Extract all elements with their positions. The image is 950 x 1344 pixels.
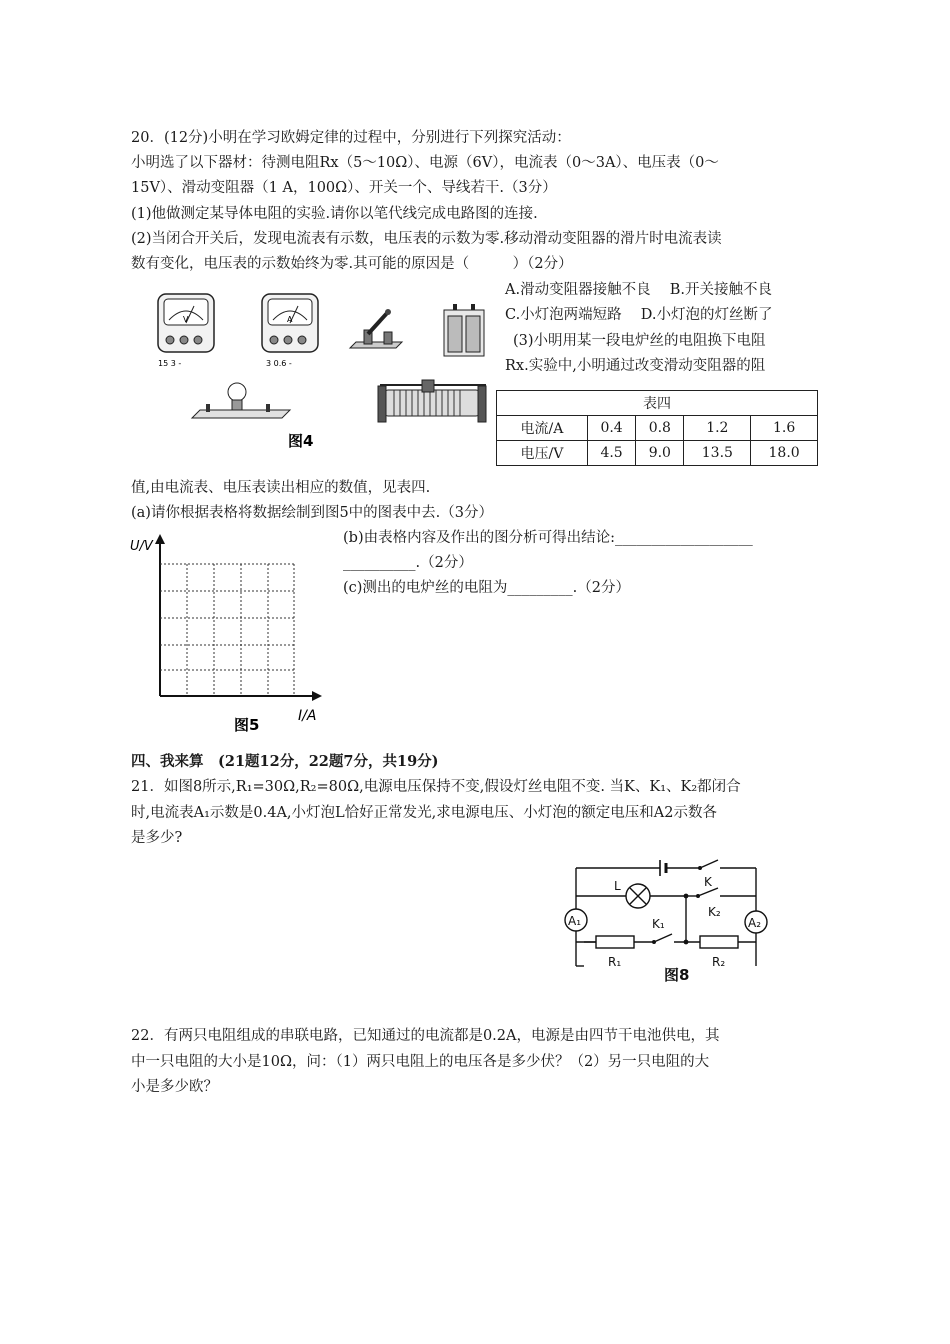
q20-part-c: (c)测出的电炉丝的电阻为_________.（2分） (343, 580, 631, 596)
table-row (497, 416, 818, 441)
row-label: 电流/A (497, 416, 588, 441)
table-4 (496, 390, 818, 466)
row-label: 电压/V (497, 441, 588, 466)
x-axis-label: I/A (298, 708, 317, 724)
voltmeter-letter: V (183, 315, 189, 324)
resistor-r2-label: R₂ (712, 955, 726, 969)
voltmeter-drawing (158, 294, 214, 368)
figure-8-circuit (560, 848, 780, 988)
q20-line3: 15V）、滑动变阻器（1 A，100Ω）、开关一个、导线若干.（3分） (131, 180, 557, 196)
resistor-r1-label: R₁ (608, 955, 622, 969)
table-cell: 0.8 (636, 416, 684, 441)
q20-part3-line1: (3)小明用某一段电炉丝的电阻换下电阻 (513, 333, 766, 349)
q22-line1: 22．有两只电阻组成的串联电路，已知通过的电流都是0.2A，电源是由四节干电池供电，其 (131, 1028, 720, 1044)
q20-options-ab: A.滑动变阻器接触不良 B.开关接触不良 (505, 282, 772, 298)
figure-4-label: 图4 (288, 432, 314, 450)
rheostat-drawing (378, 380, 486, 422)
figure-8-label: 图8 (664, 966, 690, 984)
table-cell: 9.0 (636, 441, 684, 466)
section-4-heading: 四、我来算 (21题12分，22题7分，共19分) (131, 753, 439, 770)
y-axis-arrow (155, 534, 165, 544)
grid-lines (160, 564, 294, 696)
battery-drawing (444, 304, 484, 356)
switch-k-label: K (704, 875, 712, 889)
table-row (497, 441, 818, 466)
q20-part-a: (a)请你根据表格将数据绘制到图5中的图表中去.（3分） (131, 505, 494, 521)
ammeter-a1-label: A₁ (568, 914, 582, 928)
switch-drawing (350, 309, 402, 348)
q22-line3: 小是多少欧？ (131, 1079, 218, 1095)
table-cell: 1.2 (684, 416, 751, 441)
table-cell: 0.4 (587, 416, 635, 441)
table-cell: 1.6 (751, 416, 818, 441)
ammeter-letter: A (287, 315, 293, 324)
bulb-board-drawing (192, 383, 290, 418)
switch-k2-label: K₂ (708, 905, 721, 919)
switch-k1-label: K₁ (652, 917, 665, 931)
figure-5-graph (126, 534, 332, 734)
q20-part3-line3: 值,由电流表、电压表读出相应的数值，见表四. (131, 480, 431, 496)
table-caption: 表四 (497, 391, 818, 416)
q20-part3-line2: Rx.实验中,小明通过改变滑动变阻器的阻 (505, 358, 766, 374)
x-axis-arrow (312, 691, 322, 701)
q21-line1: 21．如图8所示,R₁=30Ω,R₂=80Ω,电源电压保持不变,假设灯丝电阻不变. 当K、K₁、K₂都闭合 (131, 779, 741, 795)
ammeter-drawing (262, 294, 318, 368)
table-cell: 13.5 (684, 441, 751, 466)
ammeter-scale: 3 0.6 - (266, 359, 292, 368)
q21-line3: 是多少? (131, 830, 183, 846)
q20-part-b-line2: __________.（2分） (343, 555, 473, 571)
q20-part1: (1)他做测定某导体电阻的实验.请你以笔代线完成电路图的连接. (131, 206, 538, 222)
q20-line2: 小明选了以下器材：待测电阻Rx（5～10Ω）、电源（6V），电流表（0～3A）、电压表（0～ (131, 155, 719, 171)
lamp-label: L (614, 879, 621, 893)
ammeter-a2-label: A₂ (748, 916, 762, 930)
q20-line1: 20．(12分)小明在学习欧姆定律的过程中，分别进行下列探究活动： (131, 130, 571, 146)
table-caption-row (497, 391, 818, 416)
figure-5-label: 图5 (234, 716, 260, 734)
y-axis-label: U/V (130, 539, 153, 554)
table-cell: 18.0 (751, 441, 818, 466)
q20-part-b-line1: (b)由表格内容及作出的图分析可得出结论:___________________ (343, 530, 753, 546)
q22-line2: 中一只电阻的大小是10Ω，问：（1）两只电阻上的电压各是多少伏？（2）另一只电阻的大 (131, 1054, 710, 1070)
q20-options-cd: C.小灯泡两端短路 D.小灯泡的灯丝断了 (505, 307, 773, 323)
table-cell: 4.5 (587, 441, 635, 466)
figure-4-apparatus (152, 290, 496, 450)
voltmeter-scale: 15 3 - (158, 359, 182, 368)
q21-line2: 时,电流表A₁示数是0.4A,小灯泡L恰好正常发光,求电源电压、小灯泡的额定电压和A2示数各 (131, 805, 717, 821)
q20-part2-line1: (2)当闭合开关后，发现电流表有示数，电压表的示数为零.移动滑动变阻器的滑片时电流表读 (131, 231, 722, 247)
q20-part2-line2: 数有变化，电压表的示数始终为零.其可能的原因是（ ）（2分） (131, 256, 573, 272)
